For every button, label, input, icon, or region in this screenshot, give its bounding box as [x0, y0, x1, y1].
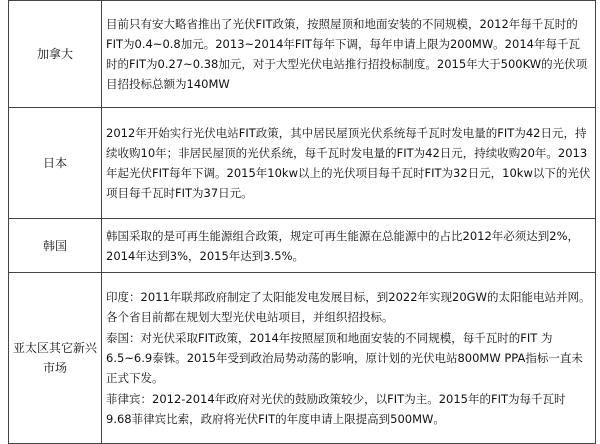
region-cell: 亚太区其它新兴市场: [9, 273, 102, 444]
policy-cell: [102, 108, 596, 219]
table-row: [9, 273, 596, 444]
region-cell: 日本: [9, 108, 102, 219]
region-cell: 加拿大: [9, 1, 102, 108]
policy-cell: [102, 273, 596, 444]
table-row: [9, 1, 596, 108]
table-row: [9, 219, 596, 273]
policy-text: 目前只有安大略省推出了光伏FIT政策，按照屋顶和地面安装的不同规模，2012年每千瓦时的FIT为0.4~0.8加元。2013~2014年FIT每年下调，每年申请上限为200MW。2014年每千瓦时的FIT为0.27~0.38加元，对于大型光伏电站推行招投标制度。2015年大于500KW的光伏项目招投标总额为140MW: [106, 17, 588, 91]
policy-cell: [102, 1, 596, 108]
philippines-paragraph: 菲律宾：2012-2014年政府对光伏的鼓励政策较少，以FIT为主。2015年的FIT为每千瓦时9.68菲律宾比索，政府将光伏FIT的年度申请上限提高到500MW。: [106, 392, 566, 426]
thailand-paragraph: 泰国：对光伏采取FIT政策，2014年按照屋顶和地面安装的不同规模，每千瓦时的FIT 为6.5~6.9泰铢。2015年受到政治局势动荡的影响，原计划的光伏电站800MW PPA指标一直未正式下发。: [106, 331, 583, 385]
table-row: [9, 108, 596, 219]
policy-table: [8, 0, 596, 444]
region-cell: 韩国: [9, 219, 102, 273]
policy-cell: [102, 219, 596, 273]
policy-text: 2012年开始实行光伏电站FIT政策，其中居民屋顶光伏系统每千瓦时发电量的FIT为42日元，持续收购10年；非居民屋顶的光伏系统，每千瓦时发电量的FIT为42日元，持续收购20年。2013年起光伏FIT每年下调。2015年10kw以上的光伏项目每千瓦时FIT为32日元，10kw以下的光伏项目每千瓦时FIT为37日元。: [106, 126, 591, 200]
policy-text: 韩国采取的是可再生能源组合政策，规定可再生能源在总能源中的占比2012年必须达到2%， 2014年达到3%，2015年达到3.5%。: [106, 228, 597, 263]
india-paragraph: 印度：2011年联邦政府制定了太阳能发电发展目标，到2022年实现20GW的太阳能电站并网。各个省目前都在规划大型光伏电站项目，并组织招投标。: [106, 290, 591, 324]
